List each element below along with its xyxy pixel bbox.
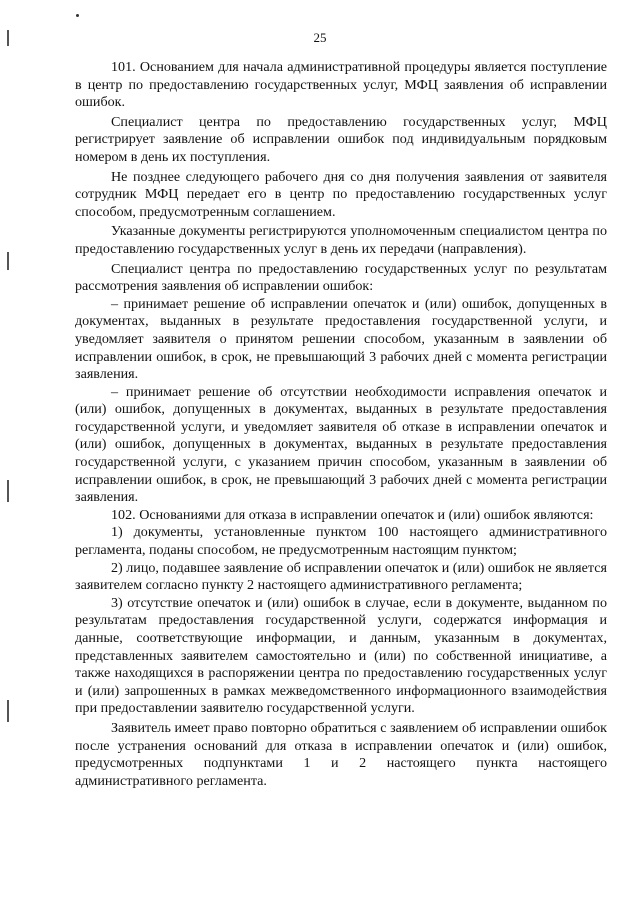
paragraph: 101. Основанием для начала административной процедуры является поступление в центр по предоставлению государственных услуг, МФЦ заявления об исправлении ошибок. xyxy=(75,59,607,111)
paragraph: Указанные документы регистрируются уполномоченным специалистом центра по предоставлению государственных услуг в день их передачи (направления). xyxy=(75,223,607,257)
list-item: – принимает решение об отсутствии необходимости исправления опечаток и (или) ошибок, допущенных в документах, выданных в результате предоставления государственной услуги, и уведомляет заявителя об отказе в исправлении опечаток и (или) ошибок, допущенных в документах, выданных в результате предоставления государственной услуги, с указанием причин способом, указанным в заявлении об исправлении ошибок, в срок, не превышающий 3 рабочих дней с момента регистрации заявления. xyxy=(75,383,607,506)
scan-edge-mark xyxy=(7,700,9,722)
document-body xyxy=(75,59,607,790)
paragraph: 102. Основаниями для отказа в исправлении опечаток и (или) ошибок являются: xyxy=(111,506,594,523)
list-item: 2) лицо, подавшее заявление об исправлении опечаток и (или) ошибок не является заявителем согласно пункту 2 настоящего административного регламента; xyxy=(75,559,607,594)
list-item: – принимает решение об исправлении опечаток и (или) ошибок, допущенных в документах, выданных в результате предоставления государственной услуги, и уведомляет заявителя о принятом решении способом, указанным в заявлении об исправлении ошибок, в срок, не превышающий 3 рабочих дней с момента регистрации заявления. xyxy=(75,295,607,383)
list-item: 3) отсутствие опечаток и (или) ошибок в случае, если в документе, выданном по результатам предоставления государственной услуги, содержатся информация и данные, соответствующие информации, и данным, указанным в документах, представленных заявителем самостоятельно и (или) по собственной инициативе, а также находящихся в распоряжении центра по предоставлению государственных услуг и (или) запрошенных в рамках межведомственного информационного взаимодействия при предоставлении заявителю государственной услуги. xyxy=(75,594,607,717)
paragraph: Не позднее следующего рабочего дня со дня получения заявления от заявителя сотрудник МФЦ передает его в центр по предоставлению государственных услуг способом, предусмотренным соглашением. xyxy=(75,168,607,220)
paragraph: Заявитель имеет право повторно обратиться с заявлением об исправлении ошибок после устранения оснований для отказа в исправлении опечаток и (или) ошибок, предусмотренных подпунктами 1 и 2 настоящего пункта настоящего административного регламента. xyxy=(75,719,607,789)
scan-edge-mark xyxy=(7,480,9,502)
page-number: 25 xyxy=(313,30,327,45)
scan-edge-mark xyxy=(7,252,9,270)
paragraph: Специалист центра по предоставлению государственных услуг, МФЦ регистрирует заявление об исправлении ошибок под индивидуальным порядковым номером в день их поступления. xyxy=(75,113,607,165)
scan-dot xyxy=(76,14,79,17)
list-item: 1) документы, установленные пунктом 100 настоящего административного регламента, поданы способом, не предусмотренным настоящим пунктом; xyxy=(75,524,607,559)
paragraph: Специалист центра по предоставлению государственных услуг по результатам рассмотрения заявления об исправлении ошибок: xyxy=(75,260,607,295)
